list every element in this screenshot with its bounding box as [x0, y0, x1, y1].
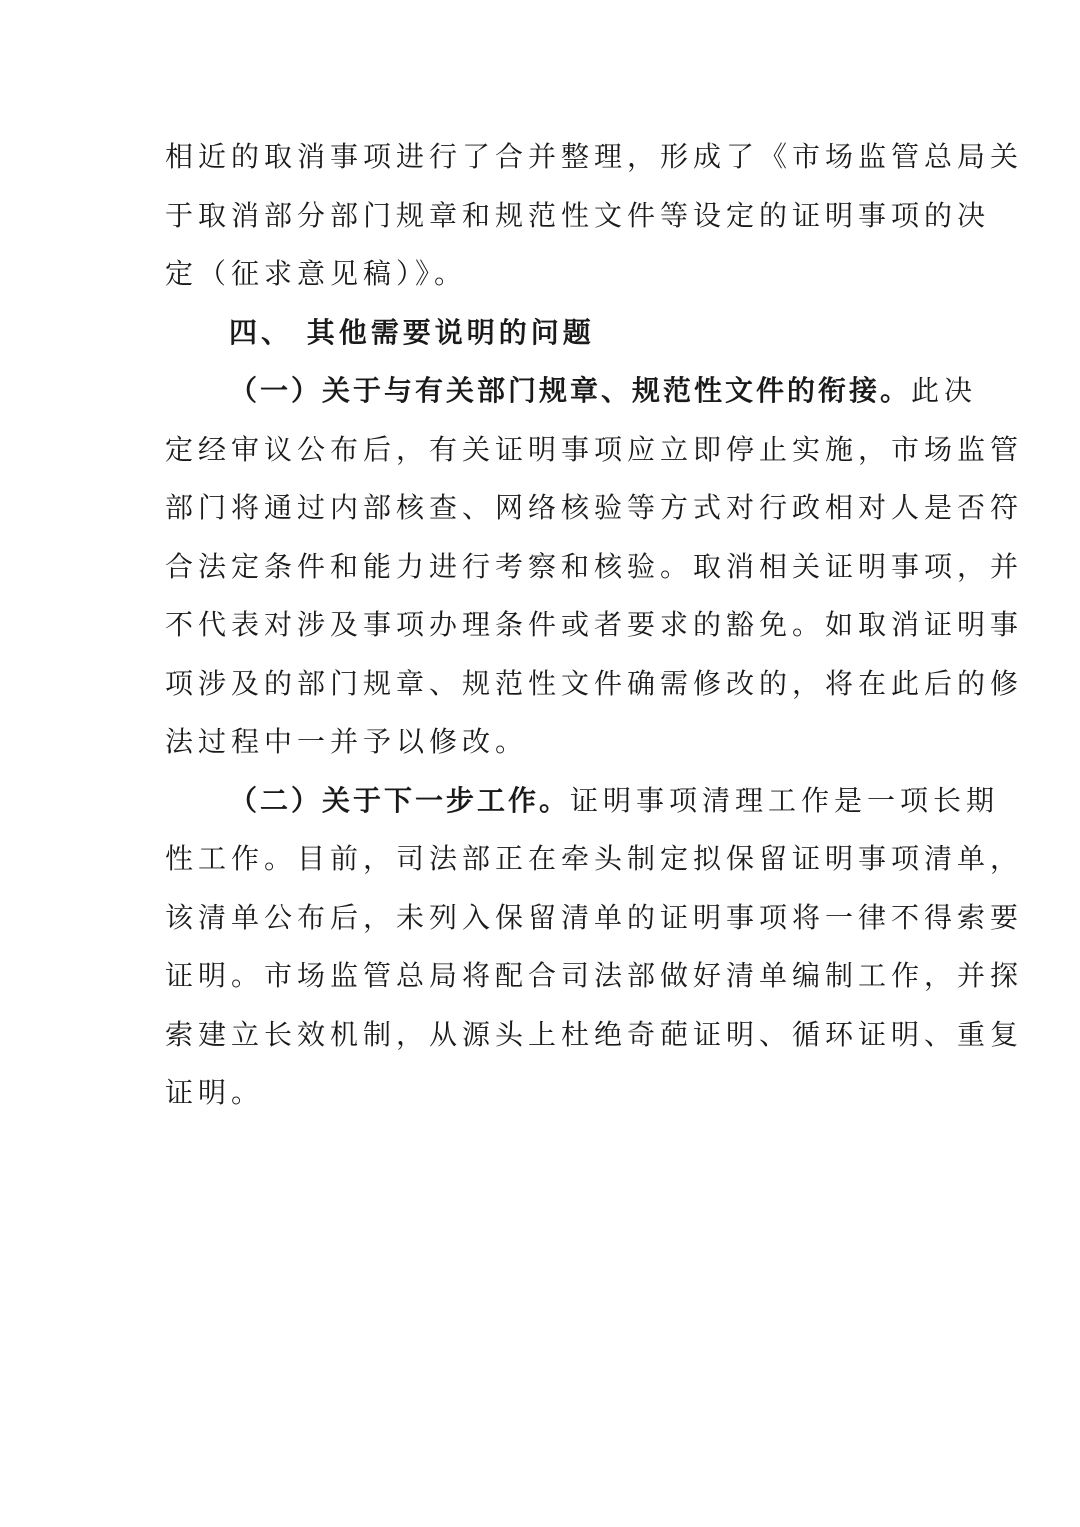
section-four-title: 四、 其他需要说明的问题 [229, 315, 595, 349]
item-two-line-5: 索建立长效机制，从源头上杜绝奇葩证明、循环证明、重复 [165, 1017, 1024, 1051]
item-two-line-6: 证明。 [165, 1076, 265, 1109]
item-one-line-4: 合法定条件和能力进行考察和核验。取消相关证明事项，并 [165, 549, 1024, 583]
item-one-line-6: 项涉及的部门规章、规范性文件确需修改的，将在此后的修 [165, 666, 1024, 700]
item-one-line-2: 定经审议公布后，有关证明事项应立即停止实施，市场监管 [165, 432, 1024, 466]
intro-line-2: 于取消部分部门规章和规范性文件等设定的证明事项的决 [165, 198, 991, 232]
item-one-line-7: 法过程中一并予以修改。 [165, 725, 529, 758]
item-one-bold-lead: （一）关于与有关部门规章、规范性文件的衔接。 [229, 374, 912, 407]
document-body [165, 128, 1024, 1123]
intro-line-3: 定（征求意见稿）》。 [165, 257, 468, 290]
item-one-first-line [165, 362, 978, 421]
item-one-first-line-tail: 此决 [911, 374, 978, 407]
item-one-line-3: 部门将通过内部核查、网络核验等方式对行政相对人是否符 [165, 491, 1024, 524]
intro-line-1: 相近的取消事项进行了合并整理，形成了《市场监管总局关 [165, 140, 1024, 173]
item-two-first-line [165, 772, 1000, 831]
item-two-first-line-tail: 证明事项清理工作是一项长期 [570, 783, 1000, 817]
item-two-line-3: 该清单公布后，未列入保留清单的证明事项将一律不得索要 [165, 900, 1024, 934]
item-two-line-2: 性工作。目前，司法部正在牵头制定拟保留证明事项清单， [165, 842, 1024, 875]
item-two-bold-lead: （二）关于下一步工作。 [229, 783, 571, 817]
item-two-line-4: 证明。市场监管总局将配合司法部做好清单编制工作，并探 [165, 959, 1024, 992]
item-one-line-5: 不代表对涉及事项办理条件或者要求的豁免。如取消证明事 [165, 608, 1024, 641]
